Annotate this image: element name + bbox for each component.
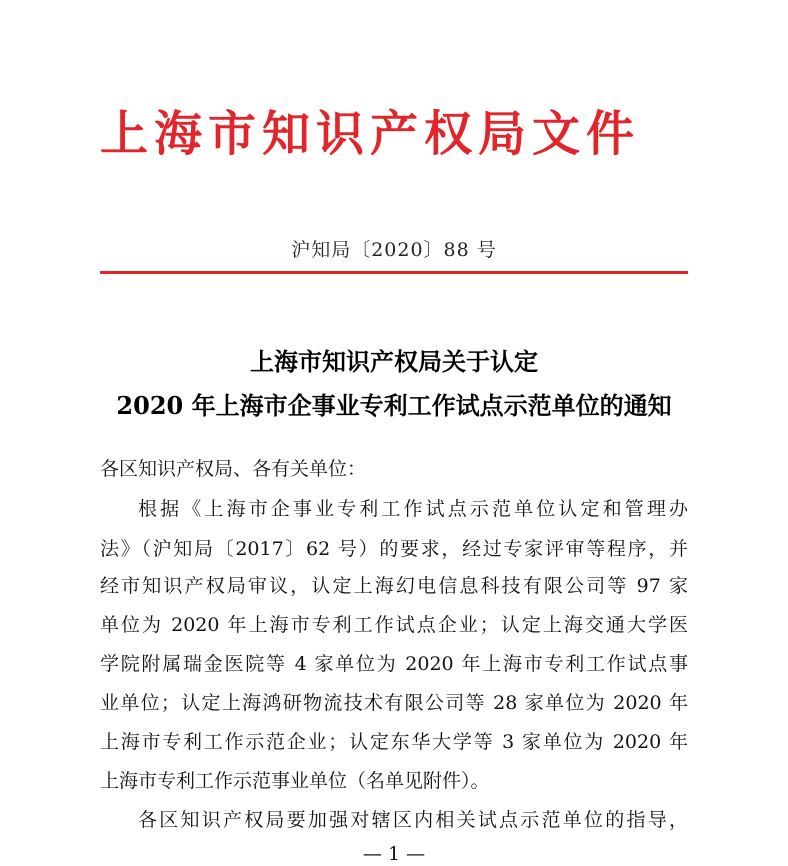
- notice-title-line-1: 上海市知识产权局关于认定: [250, 347, 538, 376]
- body-line: 上海市专利工作示范事业单位（名单见附件）。: [100, 770, 490, 792]
- document-masthead: 上海市知识产权局文件: [100, 106, 641, 162]
- body-line: 法》（沪知局〔2017〕62 号）的要求，经过专家评审等程序，并: [100, 538, 688, 560]
- body-line: 上海市专利工作示范企业；认定东华大学等 3 家单位为 2020 年: [100, 731, 688, 753]
- notice-title-line-2: 2020 年上海市企事业专利工作试点示范单位的通知: [116, 391, 672, 420]
- notice-title: [0, 340, 788, 428]
- body-line: 经市知识产权局审议，认定上海幻电信息科技有限公司等 97 家: [100, 575, 688, 597]
- document-number: 沪知局〔2020〕88 号: [291, 239, 497, 261]
- salutation: 各区知识产权局、各有关单位：: [100, 458, 367, 480]
- body-line: 各区知识产权局要加强对辖区内相关试点示范单位的指导，: [138, 809, 688, 831]
- body-line: 根据《上海市企事业专利工作试点示范单位认定和管理办: [138, 498, 688, 520]
- body-line: 业单位；认定上海鸿研物流技术有限公司等 28 家单位为 2020 年: [100, 692, 688, 714]
- page-number: — 1 —: [362, 843, 426, 865]
- body-line: 单位为 2020 年上海市专利工作试点企业；认定上海交通大学医: [100, 614, 688, 636]
- body-line: 学院附属瑞金医院等 4 家单位为 2020 年上海市专利工作试点事: [100, 653, 688, 675]
- red-divider-line: [100, 271, 688, 274]
